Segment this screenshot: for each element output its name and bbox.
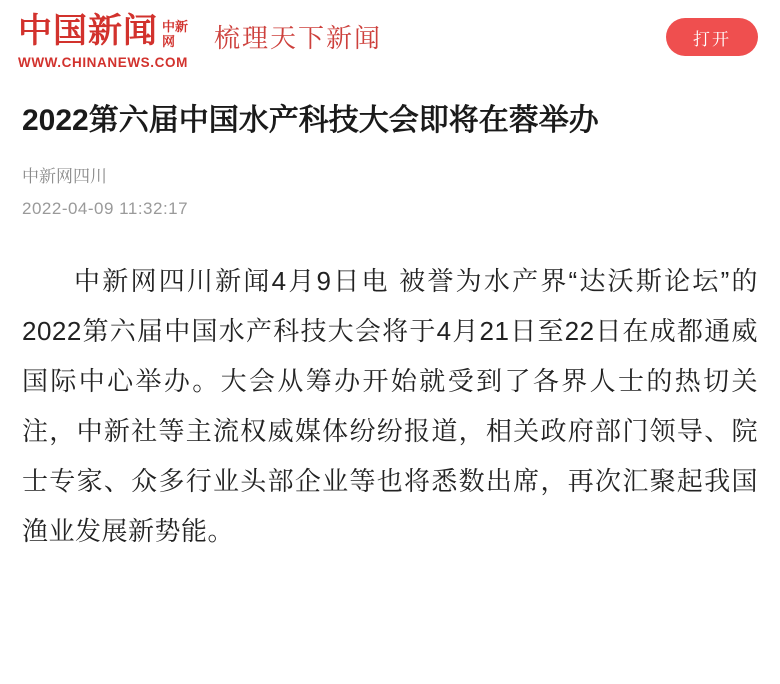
brand-name-row bbox=[18, 12, 188, 50]
article-content bbox=[22, 256, 758, 556]
brand-name-suffix-top: 中新 bbox=[162, 20, 189, 35]
article-meta bbox=[22, 164, 758, 222]
article-source: 中新网四川 bbox=[22, 167, 107, 186]
article-timestamp: 2022-04-09 11:32:17 bbox=[22, 199, 189, 218]
site-header bbox=[0, 0, 780, 82]
site-logo[interactable] bbox=[18, 12, 188, 70]
brand-name-suffix bbox=[162, 20, 188, 50]
brand-name-chinese: 中国新闻 bbox=[18, 11, 158, 51]
article-paragraph: 中新网四川新闻4月9日电 被誉为水产界“达沃斯论坛”的2022第六届中国水产科技大会将于4月21日至22日在成都通威国际中心举办。大会从筹办开始就受到了各界人士的热切关注，中新社等主流权威媒体纷纷报道，相关政府部门领导、院士专家、众多行业头部企业等也将悉数出席，再次汇聚起我国渔业发展新势能。 bbox=[22, 266, 758, 546]
brand-name-suffix-bottom: 网 bbox=[162, 35, 176, 50]
open-app-button[interactable]: 打开 bbox=[666, 18, 758, 56]
page-title: 2022第六届中国水产科技大会即将在蓉举办 bbox=[22, 104, 599, 137]
brand-url: WWW.CHINANEWS.COM bbox=[18, 55, 188, 70]
site-slogan: 梳理天下新闻 bbox=[214, 24, 383, 54]
article-body-container bbox=[0, 82, 780, 556]
